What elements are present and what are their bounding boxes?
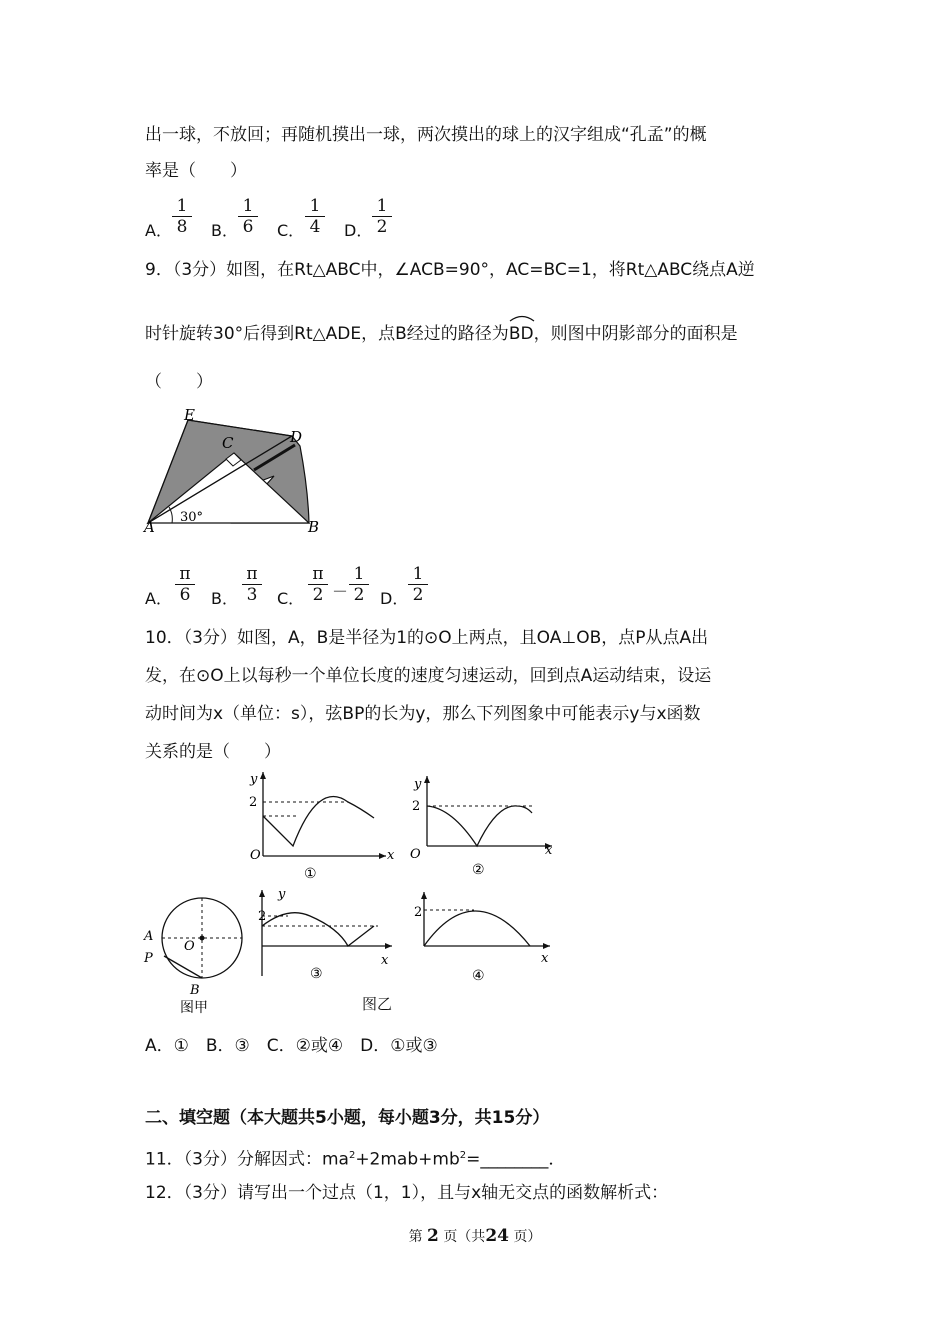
svg-text:①: ① <box>304 866 317 882</box>
q10-line-3: 动时间为x（单位：s），弦BP的长为y，那么下列图象中可能表示y与x函数 <box>145 704 701 724</box>
q8-line-1: 出一球，不放回；再随机摸出一球，两次摸出的球上的汉字组成“孔孟”的概 <box>145 125 707 145</box>
q9-line-1: 9．（3分）如图，在Rt△ABC中，∠ACB=90°，AC=BC=1，将Rt△ABC绕点A逆 <box>145 260 755 280</box>
circle-figure <box>140 890 250 1018</box>
fraction: 1 6 <box>238 197 258 236</box>
label-b: B <box>308 518 320 536</box>
svg-text:x: x <box>545 843 553 858</box>
q10-line-2: 发，在⊙O上以每秒一个单位长度的速度匀速运动，回到点A运动结束，设运 <box>145 666 712 686</box>
svg-text:y: y <box>414 777 422 792</box>
fraction: 1 2 <box>349 565 369 604</box>
arc-icon <box>509 314 535 322</box>
arc-bd: BD <box>509 322 534 346</box>
label-d: D <box>290 428 303 446</box>
fraction: 1 2 <box>372 197 392 236</box>
svg-text:2: 2 <box>412 799 421 814</box>
svg-text:y: y <box>250 772 258 787</box>
fraction: π 3 <box>242 565 262 604</box>
svg-text:O: O <box>410 847 421 862</box>
section-2-heading: 二、填空题（本大题共5小题，每小题3分，共15分） <box>145 1108 550 1128</box>
svg-text:P: P <box>144 951 153 966</box>
page-footer: 第 2 页（共24 页） <box>408 1226 542 1246</box>
fig-yi-caption: 图乙 <box>362 995 393 1013</box>
fig-jia-caption: 图甲 <box>180 1000 208 1016</box>
svg-text:2: 2 <box>258 909 267 924</box>
angle-label: 30° <box>180 510 204 525</box>
svg-text:④: ④ <box>472 968 485 984</box>
q12-line: 12．（3分）请写出一个过点（1，1），且与x轴无交点的函数解析式： <box>145 1183 669 1203</box>
q10-line-1: 10．（3分）如图，A，B是半径为1的⊙O上两点，且OA⊥OB，点P从点A出 <box>145 628 709 648</box>
svg-text:x: x <box>387 848 395 863</box>
fraction: 1 8 <box>172 197 192 236</box>
svg-text:②: ② <box>472 862 485 878</box>
fraction: 1 4 <box>305 197 325 236</box>
q9-line-3: （ ） <box>145 372 213 392</box>
q8-line-2: 率是（ ） <box>145 161 247 181</box>
graph-2 <box>402 766 562 884</box>
svg-text:2: 2 <box>414 905 423 920</box>
q9-line-2: 时针旋转30°后得到Rt△ADE，点B经过的路径为 BD，则图中阴影部分的面积是 <box>145 322 738 346</box>
svg-text:2: 2 <box>249 795 258 810</box>
q11-line: 11．（3分）分解因式：$ma^2+2mab+mb^2=\_\_\_\_\_\_\_\_$． <box>145 1149 566 1170</box>
fraction: 1 2 <box>408 565 428 604</box>
graph-4 <box>404 886 556 986</box>
graph-3 <box>248 886 398 986</box>
svg-text:A: A <box>144 929 154 944</box>
label-c: C <box>222 434 234 452</box>
svg-text:O: O <box>184 939 195 954</box>
svg-text:x: x <box>541 951 549 966</box>
svg-text:O: O <box>250 848 261 863</box>
svg-text:x: x <box>381 953 389 968</box>
graph-1 <box>238 766 398 884</box>
fraction: π 2 <box>308 565 328 604</box>
svg-text:③: ③ <box>310 966 323 982</box>
svg-text:y: y <box>278 887 286 902</box>
q9-figure <box>140 398 330 540</box>
fraction: π 6 <box>175 565 195 604</box>
label-e: E <box>184 406 195 424</box>
q10-line-4: 关系的是（ ） <box>145 742 281 762</box>
document-page: 出一球，不放回；再随机摸出一球，两次摸出的球上的汉字组成“孔孟”的概 率是（ ） A． 1 8 B． 1 6 C． 1 4 D． 1 2 9．（3分）如图，在Rt△ABC中，∠ACB=90°，AC=BC=1，将Rt△ABC绕点A逆 时针旋转30°后得到Rt△ADE，点B经过的路径为 BD，则图中阴影部分的面积是 （ ） E C D A B 30° A． π 6 B． π 3 C． π 2 － 1 2 D． 1 2 10．（3分）如图，A，B是半径为1的⊙O上两点，且OA⊥OB，点P从点A出 发，在⊙O上以每秒一个单位长度的速度匀速运动，回到点A运动结束，设运 动时间为x（单位：s），弦BP的长为y，那么下列图象中可能表示y与x函数 关系的是（ ） y 2 O x ① y 2 O x ② A P O B 图甲 y 2 x ③ 2 x ④ 图乙 A．① B．③ C．②或④ D．①或③ 二、填空题（本大题共5小题，每小题3分，共15分） 11．（3分）分解因式：$ma^2+2mab+mb^2=\_\_\_\_\_\_\_\_$． 12．（3分）请写出一个过点（1，1），且与x轴无交点的函数解析式： 第 2 页（共24 页） <box>0 0 950 1344</box>
q10-options: A．① B．③ C．②或④ D．①或③ <box>145 1036 438 1056</box>
label-a: A <box>144 518 155 536</box>
svg-text:B: B <box>190 983 200 998</box>
